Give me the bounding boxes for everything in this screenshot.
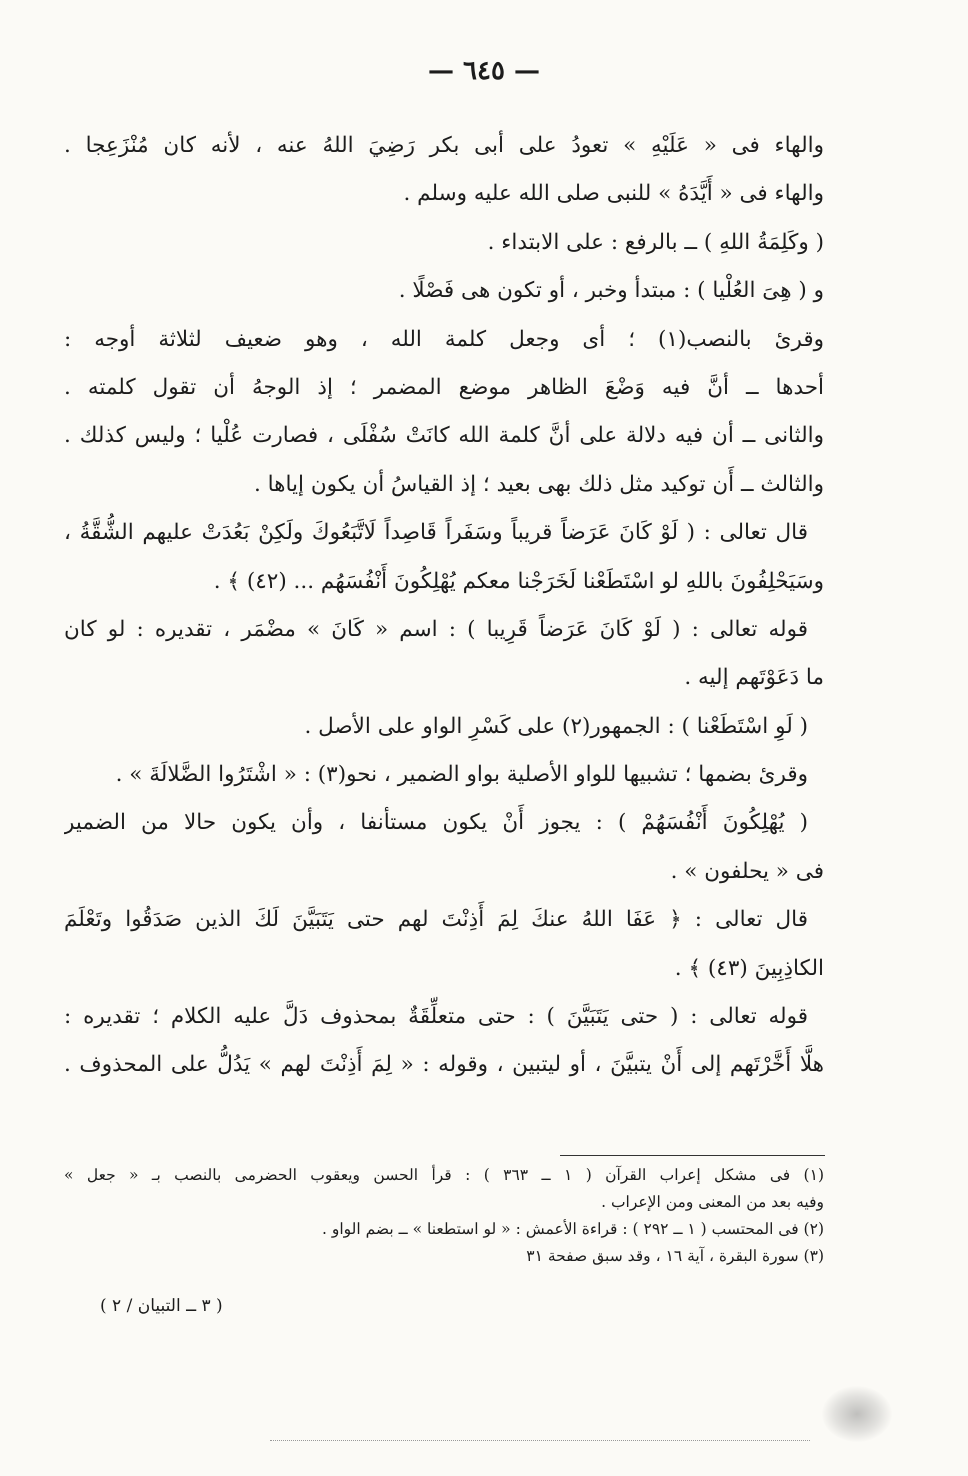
scan-smudge: [822, 1386, 892, 1442]
text-line: فى « يحلفون » .: [670, 858, 824, 884]
text-line: وقرئ بالنصب(١) ؛ أى وجعل كلمة الله ، وهو ضعيف لثلاثة أوجه :: [64, 326, 824, 352]
text-line: قال تعالى : ﴿ عَفَا اللهُ عنكَ لِمَ أَذِنْتَ لهم حتى يَتَبَيَّنَ لَكَ الذين صَدَقُوا وتَعْلَمَ: [64, 907, 808, 933]
page-number: — ٦٤٥ —: [427, 56, 541, 86]
text-line: ( لَوِ اسْتَطَعْنا ) : الجمهور(٢) على كَسْرِ الواو على الأصل .: [304, 713, 808, 739]
text-line: و ( هِىَ العُلْيا ) : مبتدأ وخبر ، أو تكون هى فَصْلًا .: [398, 278, 824, 304]
text-line: هلَّا أَخَّرْتَهم إلى أَنْ يتبيَّنَ ، أو ليتبين ، وقوله : « لِمَ أَذِنْتَ لهم » يَدُلُّ على المحذوف .: [64, 1052, 824, 1078]
scan-edge-line: [270, 1440, 810, 1441]
volume-signature: ( ٣ ــ التبيان / ٢ ): [100, 1296, 223, 1316]
text-line: ( يُهْلِكُونَ أَنْفُسَهُمْ ) : يجوز أَنْ يكون مستأنفا ، وأن يكون حالا من الضمير: [64, 810, 808, 836]
footnote-line: (٢) فى المحتسب ( ١ ــ ٢٩٢ ) : قراءة الأعمش : « لو استطعنا » ــ بضم الواو .: [321, 1220, 824, 1238]
footnote-line: وفيه بعد من المعنى ومن الإعراب .: [601, 1193, 824, 1211]
text-line: وسَيَحْلِفُونَ باللهِ لو اسْتَطَعْنا لَخَرَجْنا معكم يُهْلِكُونَ أَنْفُسَهُم ... (٤٢) ﴾ .: [213, 568, 824, 594]
text-line: قال تعالى : ( لَوْ كَانَ عَرَضاً قريباً وسَفَراً قَاصِداً لَاتَّبَعُوكَ ولَكِنْ بَعُدَتْ عليهم الشُّقَّةُ ،: [64, 520, 808, 546]
text-line: قوله تعالى : ( حتى يَتَبَيَّنَ ) : حتى متعلِّقَةٌ بمحذوف دَلَّ عليه الكلام ؛ تقديره :: [64, 1004, 808, 1030]
footnotes: [64, 1162, 824, 1270]
text-line: والهاء فى « أَيَّدَهُ » للنبى صلى الله عليه وسلم .: [403, 181, 824, 207]
text-line: والثالث ــ أَن توكيد مثل ذلك بهى بعيد ؛ إذ القياسُ أن يكون إياها .: [253, 471, 824, 497]
text-line: أحدها ــ أنَّ فيه وَضْعَ الظاهر موضع المضمر ؛ إذ الوجهُ أن تقول كلمته .: [64, 374, 824, 400]
main-text: [64, 122, 824, 1090]
text-line: ( وكَلِمَةُ اللهِ ) ــ بالرفع : على الابتداء .: [487, 229, 824, 255]
text-line: قوله تعالى : ( لَوْ كَانَ عَرَضاً قَرِيبا ) : اسم « كَانَ » مضْمَر ، تقديره : لو كان: [64, 616, 808, 642]
text-line: والثانى ــ أن فيه دلالة على أنَّ كلمة الله كانَتْ سُفْلَى ، فصارت عُلْيا ؛ وليس كذلك .: [64, 423, 824, 449]
text-line: وقرئ بضمها ؛ تشبيها للواو الأصلية بواو الضمير ، نحو(٣) : « اشْتَرُوا الضَّلالَةَ » .: [115, 762, 808, 788]
text-line: الكاذِبِينَ (٤٣) ﴾ .: [674, 955, 824, 981]
text-line: والهاء فى « عَلَيْهِ » تعودُ على أبى بكر رَضِيَ اللهُ عنه ، لأنه كان مُنْزَعِجا .: [64, 133, 824, 158]
footnote-separator: [560, 1155, 825, 1156]
text-line: ما دَعَوْتَهم إليه .: [684, 665, 824, 691]
footnote-line: (١) فى مشكل إعراب القرآن ( ١ ــ ٣٦٣ ) : قرأ الحسن ويعقوب الحضرمى بالنصب بـ « جعل »: [64, 1166, 824, 1184]
footnote-line: (٣) سورة البقرة ، آية ١٦ ، وقد سبق صفحة ٣١: [526, 1247, 824, 1265]
